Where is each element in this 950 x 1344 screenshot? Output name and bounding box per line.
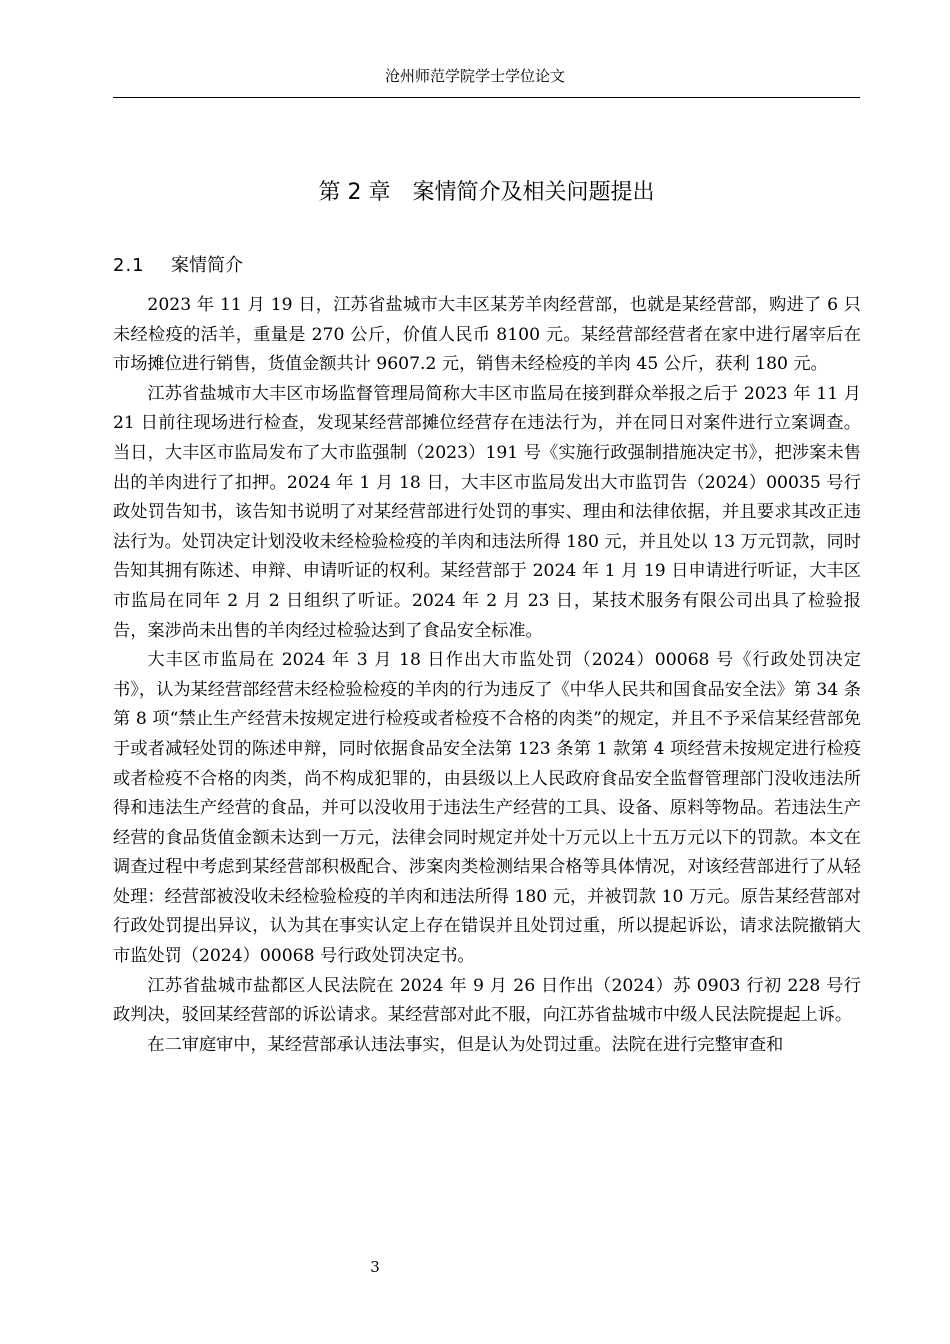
section-title-text: 案情简介	[171, 255, 243, 276]
paragraph: 在二审庭审中，某经营部承认违法事实，但是认为处罚过重。法院在进行完整审查和	[147, 1034, 784, 1055]
body-text	[113, 291, 861, 1060]
paragraph: 江苏省盐城市大丰区市场监督管理局简称大丰区市监局在接到群众举报之后于 2023 年 11 月 21 日前往现场进行检查，发现某经营部摊位经营存在违法行为，并在同日对案件进行立案调查。当日，大丰区市监局发布了大市监强制（2023）191 号《实施行政强制措施决定书》，把涉案未售出的羊肉进行了扣押。2024 年 1 月 18 日，大丰区市监局发出大市监罚告（2024）00035 号行政处罚告知书，该告知书说明了对某经营部进行处罚的事实、理由和法律依据，并且要求其改正违法行为。处罚决定计划没收未经检验检疫的羊肉和违法所得 180 元，并且处以 13 万元罚款，同时告知其拥有陈述、申辩、申请听证的权利。某经营部于 2024 年 1 月 19 日申请进行听证，大丰区市监局在同年 2 月 2 日组织了听证。2024 年 2 月 23 日，某技术服务有限公司出具了检验报告，案涉尚未出售的羊肉经过检验达到了食品安全标准。	[113, 383, 861, 641]
chapter-title: 第 2 章 案情简介及相关问题提出	[318, 180, 655, 205]
paragraph: 江苏省盐城市盐都区人民法院在 2024 年 9 月 26 日作出（2024）苏 0903 行初 228 号行政判决，驳回某经营部的诉讼请求。某经营部对此不服，向江苏省盐城市中级人民法院提起上诉。	[113, 975, 861, 1026]
section-heading	[113, 252, 243, 280]
paragraph: 大丰区市监局在 2024 年 3 月 18 日作出大市监处罚（2024）00068 号《行政处罚决定书》，认为某经营部经营未经检验检疫的羊肉的行为违反了《中华人民共和国食品安全法》第 34 条第 8 项“禁止生产经营未按规定进行检疫或者检疫不合格的肉类”的规定，并且不予采信某经营部免于或者减轻处罚的陈述申辩，同时依据食品安全法第 123 条第 1 款第 4 项经营未按规定进行检疫或者检疫不合格的肉类，尚不构成犯罪的，由县级以上人民政府食品安全监督管理部门没收违法所得和违法生产经营的食品，并可以没收用于违法生产经营的工具、设备、原料等物品。若违法生产经营的食品货值金额未达到一万元，法律会同时规定并处十万元以上十五万元以下的罚款。本文在调查过程中考虑到某经营部积极配合、涉案肉类检测结果合格等具体情况，对该经营部进行了从轻处理：经营部被没收未经检验检疫的羊肉和违法所得 180 元，并被罚款 10 万元。原告某经营部对行政处罚提出异议，认为其在事实认定上存在错误并且处罚过重，所以提起诉讼，请求法院撤销大市监处罚（2024）00068 号行政处罚决定书。	[113, 650, 861, 967]
page-number: 3	[370, 1258, 380, 1276]
section-number: 2.1	[113, 255, 145, 276]
running-header: 沧州师范学院学士学位论文	[384, 67, 565, 85]
paragraph: 2023 年 11 月 19 日，江苏省盐城市大丰区某芳羊肉经营部，也就是某经营部，购进了 6 只未经检疫的活羊，重量是 270 公斤，价值人民币 8100 元。某经营部经营者在家中进行屠宰后在市场摊位进行销售，货值金额共计 9607.2 元，销售未经检疫的羊肉 45 公斤，获利 180 元。	[113, 295, 861, 375]
header-divider	[113, 97, 860, 98]
